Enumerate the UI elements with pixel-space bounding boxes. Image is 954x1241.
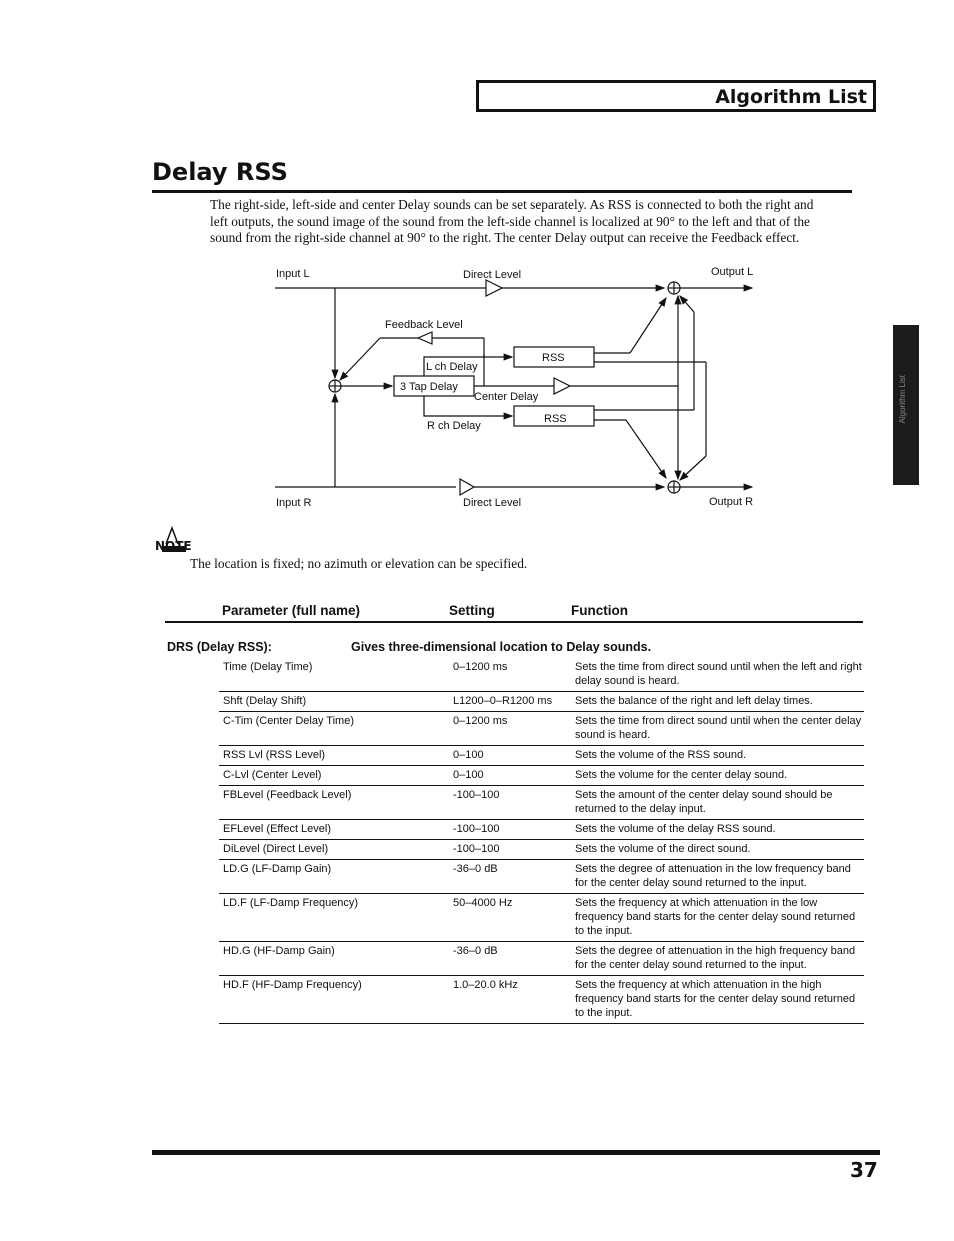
param-setting: 0–1200 ms [453,661,508,673]
signal-flow-diagram [260,258,770,518]
note-icon [152,524,196,556]
input-l-label: Input L [276,268,310,280]
table-row [219,976,864,1024]
note-icon-label: NOTE [155,539,192,553]
intro-paragraph [210,197,850,247]
direct-level-bottom-label: Direct Level [463,497,522,509]
param-setting: 50–4000 Hz [453,897,513,909]
intro-line: sound from the right-side channel at 90° to the right. The center Delay output can receive the Feedback effect. [210,230,800,245]
param-name: Time (Delay Time) [223,661,313,673]
param-setting: L1200–0–R1200 ms [453,695,553,707]
param-name: LD.G (LF-Damp Gain) [223,863,332,875]
table-row [219,786,864,820]
intro-line: left outputs, the sound image of the sound from the left-side channel is localized at 90° to the left and that of the [210,213,810,229]
param-name: Shft (Delay Shift) [223,695,307,707]
table-row [219,766,864,786]
param-setting: 0–1200 ms [453,715,508,727]
param-setting: -100–100 [453,823,500,835]
table-row [219,840,864,860]
feedback-level-label: Feedback Level [385,319,463,331]
page-number: 37 [850,1158,878,1182]
side-tab-label: Algorithm List [898,375,907,424]
direct-level-bottom-amp [460,479,474,495]
column-header-setting: Setting [449,603,495,618]
param-name: LD.F (LF-Damp Frequency) [223,897,359,909]
footer-rule [152,1150,880,1155]
param-name: HD.G (HF-Damp Gain) [223,945,335,957]
param-name: EFLevel (Effect Level) [223,823,332,835]
param-function: Sets the time from direct sound until when the left and right delay sound is heard. [575,661,862,687]
table-row [219,746,864,766]
table-row [219,692,864,712]
param-function: Sets the time from direct sound until when the center delay sound is heard. [575,715,862,741]
param-name: HD.F (HF-Damp Frequency) [223,979,362,991]
param-name: DiLevel (Direct Level) [223,843,329,855]
param-name: FBLevel (Feedback Level) [223,789,352,801]
param-setting: -100–100 [453,789,500,801]
table-row [219,894,864,942]
note-text: The location is fixed; no azimuth or elevation can be specified. [190,556,528,571]
feedback-amp [418,332,432,344]
center-delay-label: Center Delay [474,391,539,403]
output-r-label: Output R [709,496,754,508]
param-function: Sets the volume of the delay RSS sound. [575,823,776,835]
column-header-parameter: Parameter (full name) [222,603,361,618]
table-row [219,658,864,692]
param-function: Sets the frequency at which attenuation in the low frequency band starts for the center delay sound returned to the input. [575,897,856,937]
parameter-table [219,658,864,1024]
direct-level-top-amp [486,280,502,296]
param-function: Sets the frequency at which attenuation in the high frequency band starts for the center delay sound returned to the input. [575,979,856,1019]
output-l-label: Output L [711,266,754,278]
param-function: Sets the volume of the RSS sound. [575,749,747,761]
param-setting: -36–0 dB [453,863,498,875]
param-setting: 1.0–20.0 kHz [453,979,518,991]
param-function: Sets the amount of the center delay sound should be returned to the delay input. [575,789,833,815]
r-ch-delay-label: R ch Delay [427,420,481,432]
param-name: C-Tim (Center Delay Time) [223,715,354,727]
table-row [219,860,864,894]
group-label: DRS (Delay RSS): [167,640,272,654]
side-index-tab [893,325,919,485]
table-row [219,942,864,976]
param-function: Sets the balance of the right and left delay times. [575,695,813,707]
param-setting: 0–100 [453,749,484,761]
tap-delay-label: 3 Tap Delay [400,381,458,393]
center-level-amp [554,378,570,394]
table-header-rule [165,621,863,623]
rss-bottom-label: RSS [544,413,567,425]
param-setting: 0–100 [453,769,484,781]
section-title: Delay RSS [152,158,288,186]
param-function: Sets the volume of the direct sound. [575,843,751,855]
column-header-function: Function [571,603,628,618]
param-function: Sets the degree of attenuation in the low frequency band for the center delay sound returned to the input. [575,863,851,889]
param-setting: -36–0 dB [453,945,498,957]
param-function: Sets the volume for the center delay sound. [575,769,788,781]
input-r-label: Input R [276,497,312,509]
chapter-header [476,80,876,112]
group-description: Gives three-dimensional location to Delay sounds. [351,640,652,654]
direct-level-top-label: Direct Level [463,269,522,281]
param-name: C-Lvl (Center Level) [223,769,322,781]
chapter-title: Algorithm List [715,86,867,108]
table-row [219,712,864,746]
table-row [219,820,864,840]
param-function: Sets the degree of attenuation in the high frequency band for the center delay sound returned to the input. [575,945,856,971]
intro-line: The right-side, left-side and center Delay sounds can be set separately. As RSS is connected to both the right and [210,197,814,212]
param-setting: -100–100 [453,843,500,855]
param-name: RSS Lvl (RSS Level) [223,749,326,761]
l-ch-delay-label: L ch Delay [426,361,478,373]
title-rule [152,190,852,193]
rss-top-label: RSS [542,352,565,364]
